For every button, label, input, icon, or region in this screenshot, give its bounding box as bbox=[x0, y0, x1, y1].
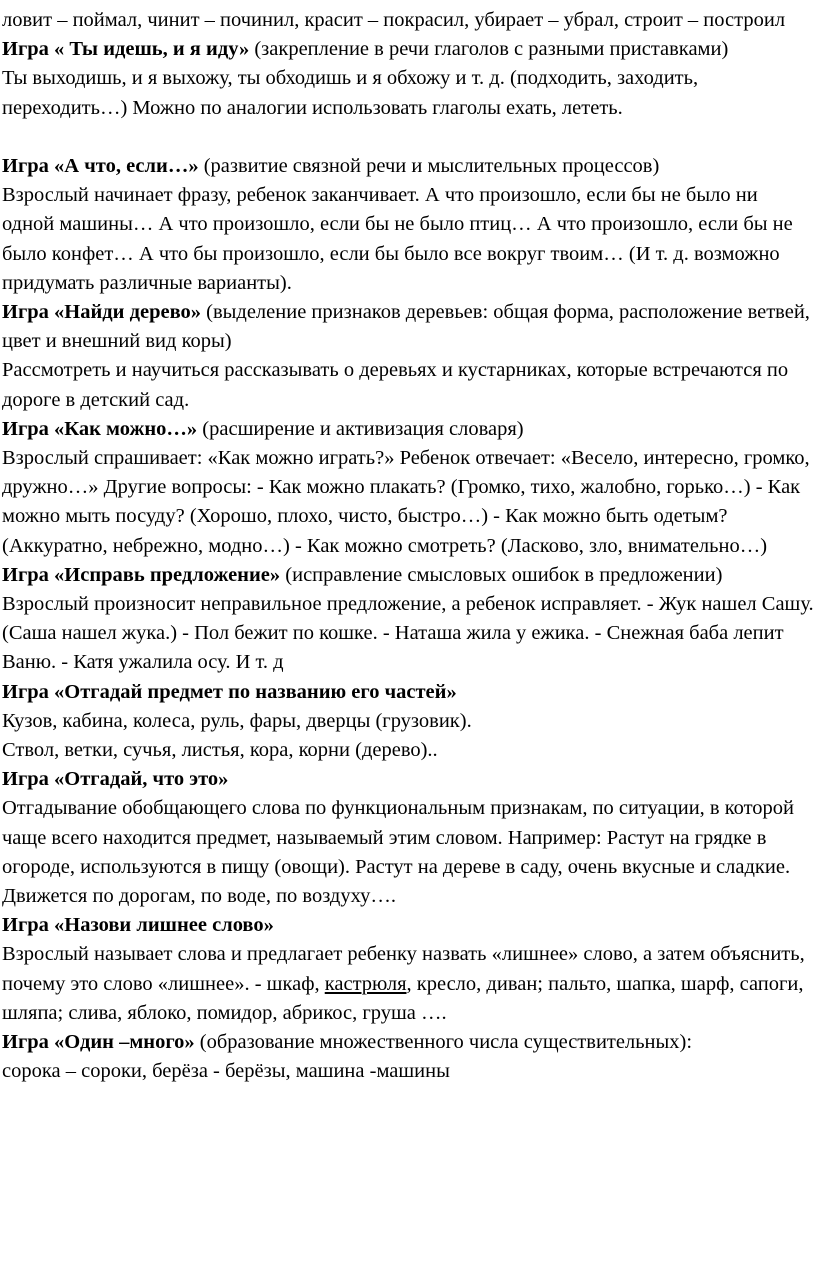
game-5-title: Игра «Исправь предложение» bbox=[2, 563, 281, 586]
game-5-heading bbox=[2, 561, 814, 590]
game-5-body: Взрослый произносит неправильное предложение, а ребенок исправляет. - Жук нашел Сашу. (Саша нашел жука.) - Пол бежит по кошке. - Наташа жила у ежика. - Снежная баба лепит Ваню. - Катя ужалила осу. И т. д bbox=[2, 593, 814, 674]
game-4-heading bbox=[2, 415, 814, 444]
game-6-line-2: Ствол, ветки, сучья, листья, кора, корни (дерево).. bbox=[2, 739, 438, 762]
game-3-description: (выделение признаков деревьев: общая форма, расположение ветвей, цвет и внешний вид коры) bbox=[2, 301, 810, 353]
game-9-heading bbox=[2, 1028, 814, 1057]
game-2-body: Взрослый начинает фразу, ребенок заканчивает. А что произошло, если бы не было ни одной машины… А что произошло, если бы не было птиц… А что произошло, если бы не было конфет… А что бы произошло, если бы было все вокруг твоим… (И т. д. возможно придумать различные варианты). bbox=[2, 184, 793, 294]
game-2-description: (развитие связной речи и мыслительных процессов) bbox=[198, 155, 660, 177]
game-4-title: Игра «Как можно…» bbox=[2, 417, 198, 440]
game-3-body: Рассмотреть и научиться рассказывать о деревьях и кустарниках, которые встречаются по дороге в детский сад. bbox=[2, 359, 789, 411]
game-8-title: Игра «Назови лишнее слово» bbox=[2, 914, 274, 937]
game-9-title: Игра «Один –много» bbox=[2, 1031, 195, 1054]
game-8-body-part-a: Взрослый называет слова и предлагает ребенку назвать «лишнее» слово, а затем объяснить, почему это слово «лишнее». - шкаф, bbox=[2, 943, 805, 995]
game-3-title: Игра «Найди дерево» bbox=[2, 301, 201, 324]
game-7-title: Игра «Отгадай, что это» bbox=[2, 768, 229, 791]
game-9-description: (образование множественного числа существительных): bbox=[194, 1031, 693, 1054]
blank-line bbox=[2, 123, 814, 152]
game-1-heading bbox=[2, 35, 814, 64]
game-1-body: Ты выходишь, и я выхожу, ты обходишь и я обхожу и т. д. (подходить, заходить, переходить…) Можно по аналогии использовать глаголы ехать, лететь. bbox=[2, 67, 699, 119]
game-1-title: Игра « Ты идешь, и я иду» bbox=[2, 38, 250, 61]
game-2-heading bbox=[2, 152, 814, 181]
game-2-title: Игра «А что, если…» bbox=[2, 155, 199, 177]
game-9-body: сорока – сороки, берёза - берёзы, машина -машины bbox=[2, 1060, 450, 1083]
game-6-line-1: Кузов, кабина, колеса, руль, фары, дверцы (грузовик). bbox=[2, 709, 472, 732]
game-6-title: Игра «Отгадай предмет по названию его частей» bbox=[2, 680, 457, 703]
game-5-description: (исправление смысловых ошибок в предложении) bbox=[280, 563, 723, 586]
game-8-underlined-word: кастрюля bbox=[324, 972, 407, 995]
game-4-description: (расширение и активизация словаря) bbox=[197, 417, 524, 440]
game-1-description: (закрепление в речи глаголов с разными приставками) bbox=[249, 38, 729, 61]
game-8-body-part-b: , кресло, диван; пальто, шапка, шарф, сапоги, шляпа; слива, яблоко, помидор, абрикос, груша …. bbox=[2, 972, 804, 1024]
game-8-body bbox=[2, 940, 814, 1028]
intro-paragraph: ловит – поймал, чинит – починил, красит – покрасил, убирает – убрал, строит – построил bbox=[2, 9, 786, 31]
game-7-body: Отгадывание обобщающего слова по функциональным признакам, по ситуации, в которой чаще всего находится предмет, называемый этим словом. Например: Растут на грядке в огороде, используются в пищу (овощи). Растут на дереве в саду, очень вкусные и сладкие. Движется по дорогам, по воде, по воздуху…. bbox=[2, 797, 795, 908]
game-3-heading bbox=[2, 298, 814, 356]
game-4-body: Взрослый спрашивает: «Как можно играть?» Ребенок отвечает: «Весело, интересно, громко, дружно…» Другие вопросы: - Как можно плакать? (Громко, тихо, жалобно, горько…) - Как можно мыть посуду? (Хорошо, плохо, чисто, быстро…) - Как можно быть одетым? (Аккуратно, небрежно, модно…) - Как можно смотреть? (Ласково, зло, внимательно…) bbox=[2, 447, 810, 557]
